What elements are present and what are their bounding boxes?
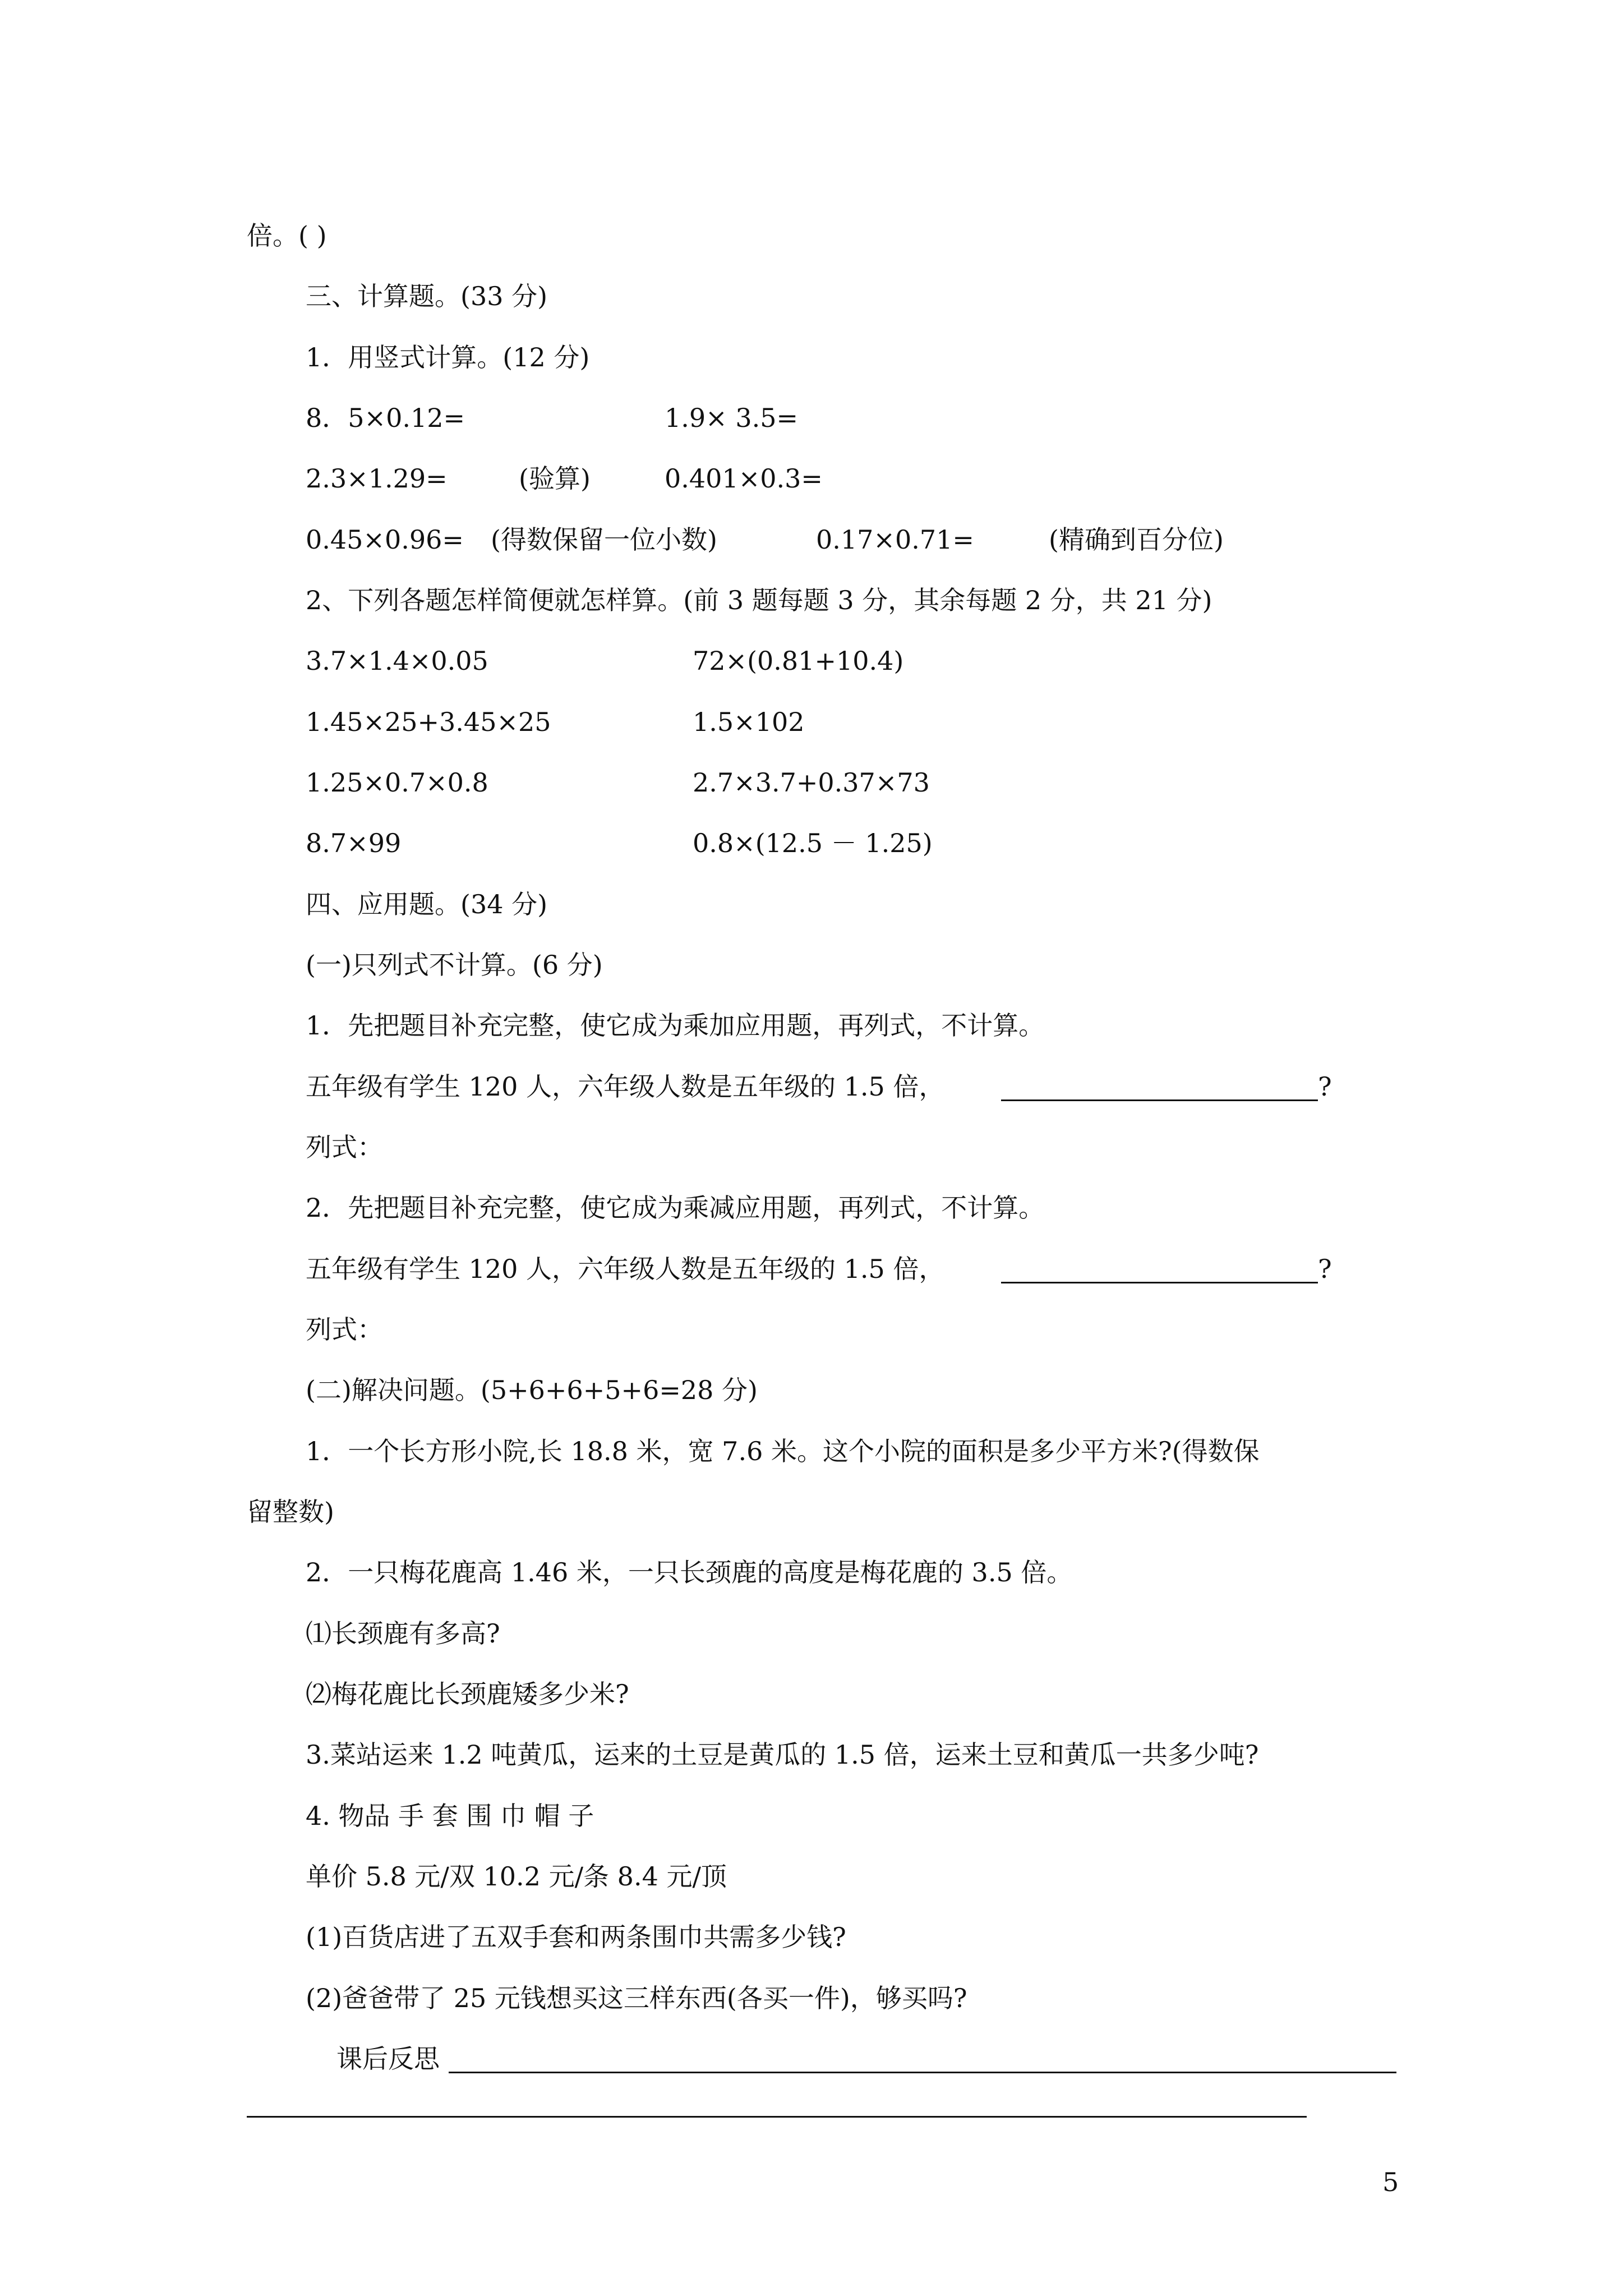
calc-item: 0.17×0.71=	[816, 524, 974, 555]
question-text: 五年级有学生 120 人，六年级人数是五年级的 1.5 倍，	[306, 1254, 945, 1284]
reflection-label: 课后反思	[336, 2044, 440, 2074]
reflection-blank[interactable]	[449, 2072, 1396, 2073]
table-header-row: 4. 物品 手 套 围 巾 帽 子	[306, 1801, 594, 1831]
question-mark: ?	[1318, 1071, 1332, 1102]
calc-item: 1.5×102	[693, 707, 805, 737]
sub-question: ⑵梅花鹿比长颈鹿矮多少米?	[306, 1679, 629, 1709]
sub-question: (2)爸爸带了 25 元钱想买这三样东西(各买一件)，够买吗?	[306, 1983, 967, 2013]
calc-item: 3.7×1.4×0.05	[306, 646, 488, 676]
question-text: 2．先把题目补充完整，使它成为乘减应用题，再列式，不计算。	[306, 1193, 1045, 1223]
question-text: 五年级有学生 120 人，六年级人数是五年级的 1.5 倍，	[306, 1071, 945, 1102]
question-text: 2．一只梅花鹿高 1.46 米，一只长颈鹿的高度是梅花鹿的 3.5 倍。	[306, 1557, 1073, 1588]
question-text: 留整数)	[247, 1497, 334, 1527]
section-heading: 四、应用题。(34 分)	[306, 889, 548, 919]
section-heading: 三、计算题。(33 分)	[306, 281, 548, 311]
calc-item: 8．5×0.12=	[306, 403, 465, 433]
calc-note: (得数保留一位小数)	[491, 524, 717, 555]
sub-question: (1)百货店进了五双手套和两条围巾共需多少钱?	[306, 1922, 846, 1952]
calc-item: 1.45×25+3.45×25	[306, 707, 551, 737]
calc-item: 0.8×(12.5 － 1.25)	[693, 828, 933, 858]
calc-item: 2.7×3.7+0.37×73	[693, 767, 930, 798]
calc-item: 1.9× 3.5=	[665, 403, 799, 433]
text-line: 倍。( )	[247, 220, 327, 251]
page-number: 5	[1382, 2167, 1399, 2197]
calc-item: 0.45×0.96=	[306, 524, 464, 555]
question-text: 3.菜站运来 1.2 吨黄瓜，运来的土豆是黄瓜的 1.5 倍，运来土豆和黄瓜一共多少吨?	[306, 1740, 1259, 1770]
formula-label: 列式：	[306, 1132, 383, 1162]
subsection-heading: (一)只列式不计算。(6 分)	[306, 950, 603, 980]
answer-blank[interactable]	[1001, 1282, 1318, 1283]
question-text: 1．一个长方形小院,长 18.8 米，宽 7.6 米。这个小院的面积是多少平方米?(得数保	[306, 1436, 1260, 1466]
calc-item: 72×(0.81+10.4)	[693, 646, 904, 676]
calc-note: (精确到百分位)	[1049, 524, 1224, 555]
question-text: 1．先把题目补充完整，使它成为乘加应用题，再列式，不计算。	[306, 1010, 1045, 1041]
calc-note: (验算)	[519, 463, 591, 494]
answer-blank[interactable]	[1001, 1099, 1318, 1101]
sub-question: ⑴长颈鹿有多高?	[306, 1618, 500, 1649]
reflection-blank-2[interactable]	[247, 2116, 1307, 2118]
calc-item: 1.25×0.7×0.8	[306, 767, 488, 798]
formula-label: 列式：	[306, 1314, 383, 1345]
question-title: 1．用竖式计算。(12 分)	[306, 342, 590, 372]
calc-item: 8.7×99	[306, 828, 402, 858]
question-mark: ?	[1318, 1254, 1332, 1284]
calc-item: 0.401×0.3=	[665, 463, 823, 494]
subsection-heading: (二)解决问题。(5+6+6+5+6=28 分)	[306, 1375, 758, 1405]
calc-item: 2.3×1.29=	[306, 463, 448, 494]
table-price-row: 单价 5.8 元/双 10.2 元/条 8.4 元/顶	[306, 1861, 727, 1892]
question-title: 2、下列各题怎样简便就怎样算。(前 3 题每题 3 分，其余每题 2 分，共 21 分)	[306, 585, 1212, 615]
